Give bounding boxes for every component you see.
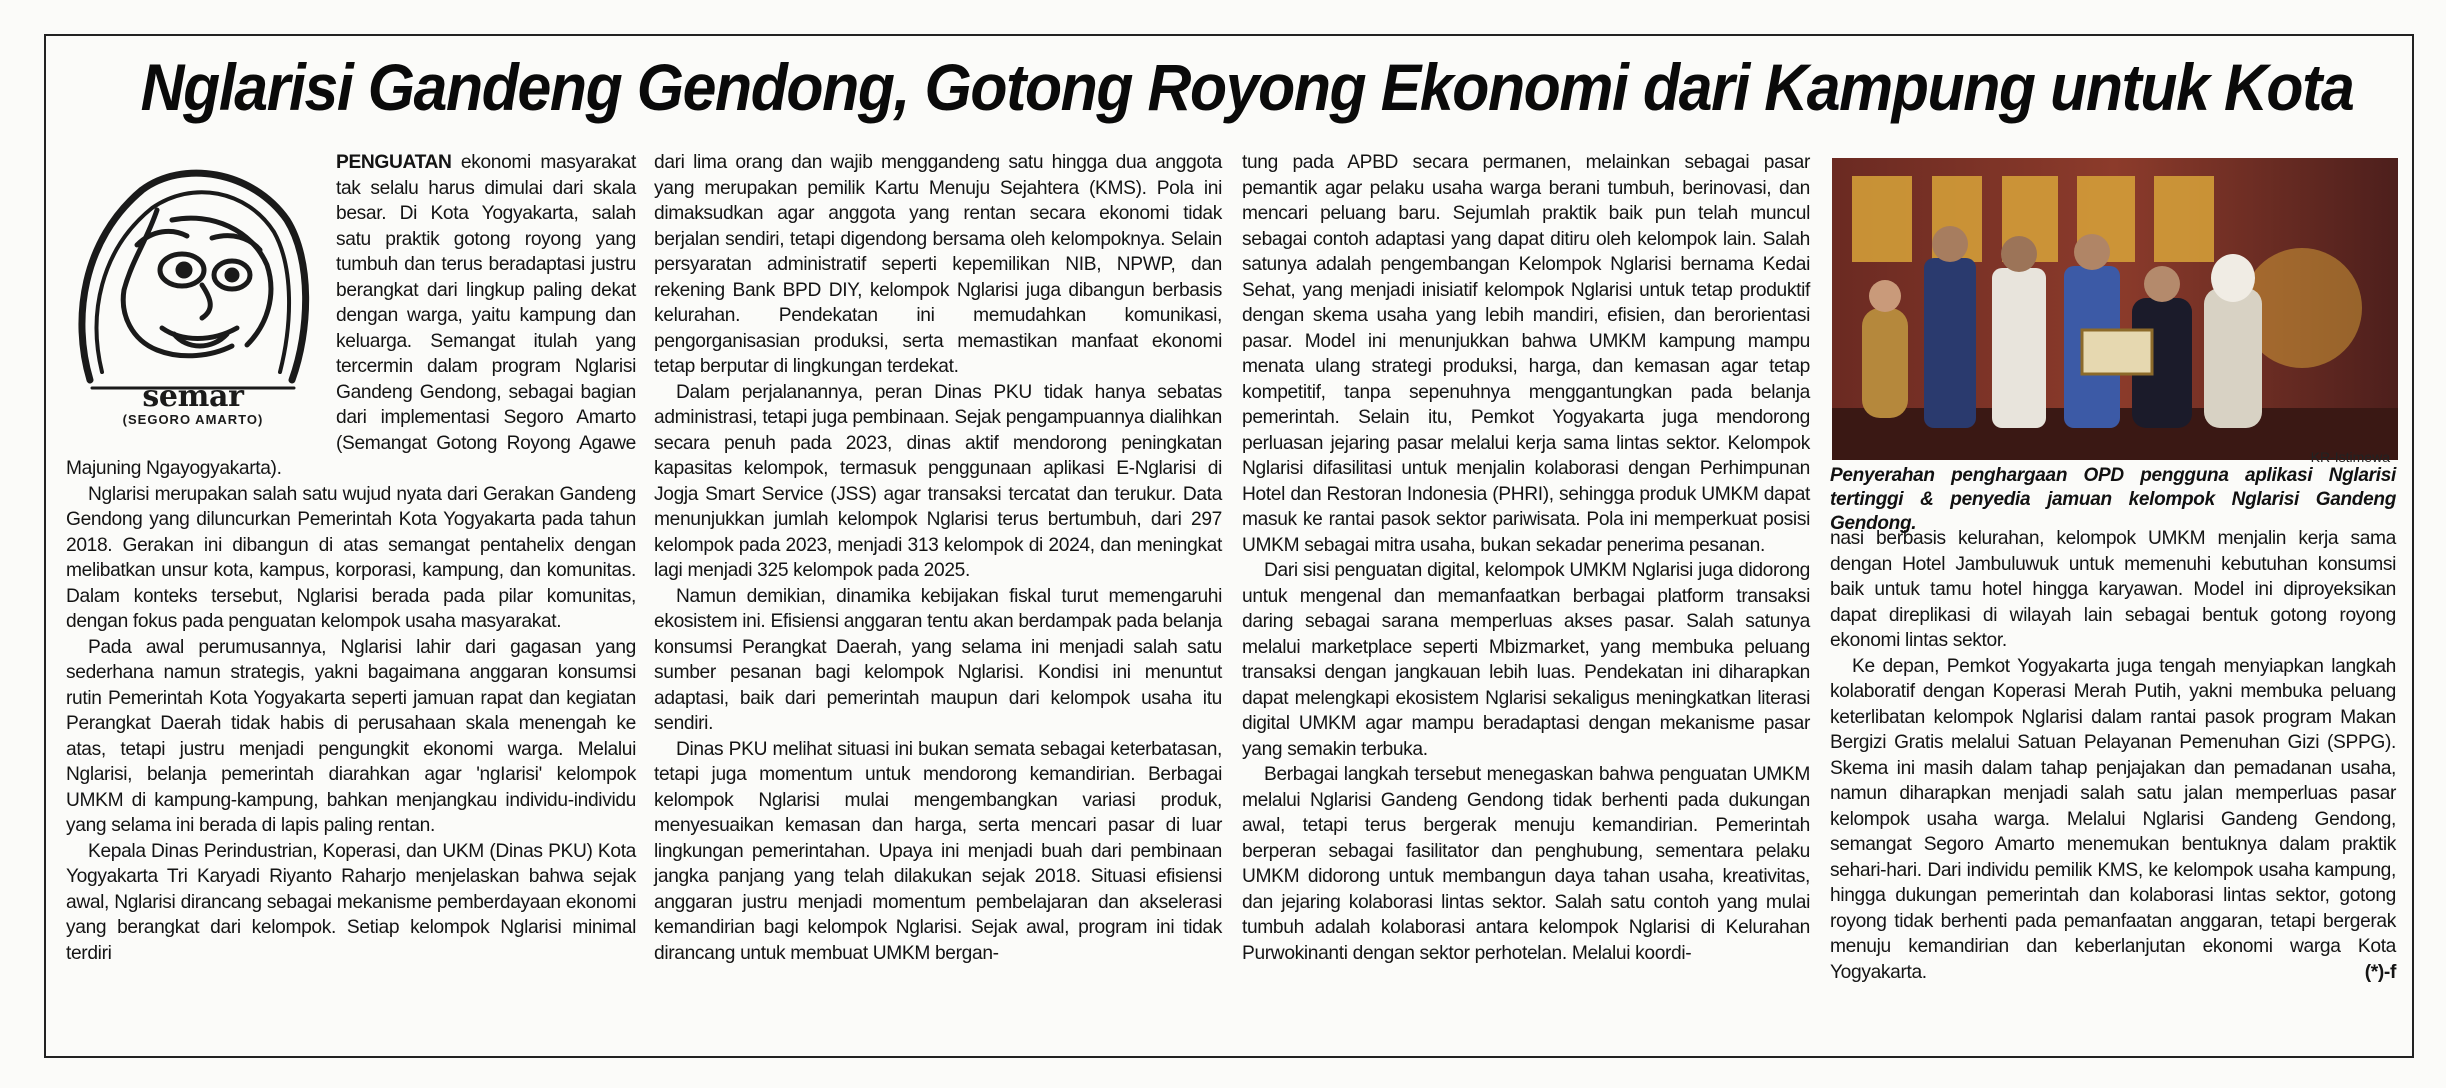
paragraph: Berbagai langkah tersebut menegaskan bahwa penguatan UMKM melalui Nglarisi Gandeng Gendong tidak berhenti pada dukungan awal, tetapi terus bergerak menuju kemandirian. Pemerintah berperan sebagai fasilitator dan penghubung, sementara pelaku UMKM didorong untuk membangun daya tahan usaha, kreativitas, dan jejaring kolaborasi lintas sektor. Salah satu contoh yang mulai tumbuh adalah kolaborasi antara kelompok Nglarisi di Kelurahan Purwokinanti dengan sektor perhotelan. Melalui koordi- <box>1242 764 1810 964</box>
paragraph-text: ekonomi masyarakat tak selalu harus dimulai dari skala besar. Di Kota Yogyakarta, salah satu praktik gotong royong yang tumbuh dan terus beradaptasi justru berangkat dari lingkup paling dekat dengan warga, yaitu kampung dan keluarga. Semangat itulah yang tercermin dalam program Nglarisi Gandeng Gendong, sebagai bagian dari implementasi Segoro Amarto (Semangat Gotong Royong Agawe Majuning Ngayogyakarta). <box>66 152 636 479</box>
article-column-1 <box>66 150 636 966</box>
photo-caption: Penyerahan penghargaan OPD pengguna aplikasi Nglarisi tertinggi & penyedia jamuan kelompok Nglarisi Gandeng Gendong. <box>1830 465 2396 534</box>
photo-illustration <box>1832 158 2398 460</box>
logo-word: semar <box>142 379 244 414</box>
photo-credit: KR-Istimewa <box>2310 449 2390 465</box>
paragraph: Kepala Dinas Perindustrian, Koperasi, dan UKM (Dinas PKU) Kota Yogyakarta Tri Karyadi Riyanto Raharjo menjelaskan bahwa sejak awal, Nglarisi dirancang sebagai mekanisme pemberdayaan ekonomi yang berangkat dari kelompok. Setiap kelompok Nglarisi minimal terdiri <box>66 840 636 964</box>
article-frame <box>44 34 2414 1058</box>
paragraph: Dari sisi penguatan digital, kelompok UMKM Nglarisi juga didorong untuk mengenal dan memanfaatkan berbagai platform transaksi daring sebagai sarana memperluas akses pasar. Salah satunya melalui marketplace seperti Mbizmarket, yang membuka peluang transaksi dengan jangkauan lebih luas. Pendekatan ini diharapkan dapat melengkapi ekosistem Nglarisi sekaligus meningkatkan literasi digital UMKM agar mampu beradaptasi dengan mekanisme pasar yang semakin terbuka. <box>1242 560 1810 760</box>
headline: Nglarisi Gandeng Gendong, Gotong Royong Ekonomi dari Kampung untuk Kota <box>140 50 2354 124</box>
article-column-3 <box>1242 150 1810 966</box>
paragraph: Pada awal perumusannya, Nglarisi lahir dari gagasan yang sederhana namun strategis, yakni bagaimana anggaran konsumsi rutin Pemerintah Kota Yogyakarta seperti jamuan rapat dan kegiatan Perangkat Daerah tidak habis di perusahaan skala menengah ke atas, tetapi justru menjadi pengungkit ekonomi warga. Melalui Nglarisi, belanja pemerintah diarahkan agar 'ngIarisi' kelompok UMKM di kampung-kampung, bahkan menjangkau individu-individu yang selama ini berada di lapis paling rentan. <box>66 636 636 836</box>
paragraph: dari lima orang dan wajib menggandeng satu hingga dua anggota yang merupakan pemilik Kartu Menuju Sejahtera (KMS). Pola ini dimaksudkan agar anggota yang rentan secara ekonomi tidak berjalan sendiri, tetapi digendong bersama oleh kelompoknya. Selain persyaratan administratif seperti kepemilikan NIB, NPWP, dan rekening Bank BPD DIY, kelompok Nglarisi juga dibangun berbasis kelurahan. Pendekatan ini memudahkan komunikasi, pengorganisasian produksi, serta memastikan manfaat ekonomi tetap berputar di lingkungan terdekat. <box>654 152 1222 377</box>
logo-subtitle: (SEGORO AMARTO) <box>122 412 264 427</box>
article-column-2 <box>654 150 1222 966</box>
lead-word: PENGUATAN <box>336 152 452 173</box>
author-signoff: (*)-f <box>2364 961 2396 983</box>
paragraph: Dalam perjalanannya, peran Dinas PKU tidak hanya sebatas administrasi, tetapi juga pembinaan. Sejak pengampuannya dialihkan secara penuh pada 2023, dinas aktif mendorong peningkatan kapasitas kelompok, termasuk penggunaan aplikasi E-Nglarisi di Jogja Smart Service (JSS) agar transaksi tercatat dan terukur. Data menunjukkan jumlah kelompok Nglarisi terus bertumbuh, dari 297 kelompok pada 2023, menjadi 313 kelompok di 2024, dan meningkat lagi menjadi 325 kelompok pada 2025. <box>654 381 1222 581</box>
paragraph: Dinas PKU melihat situasi ini bukan semata sebagai keterbatasan, tetapi juga momentum untuk mendorong kemandirian. Berbagai kelompok Nglarisi mulai mengembangkan variasi produk, menyesuaikan kemasan dan harga, serta mencari pasar di luar lingkungan pemerintahan. Upaya ini menjadi buah dari pembinaan jangka panjang yang telah dilakukan sejak 2018. Situasi efisiensi anggaran justru menjadi momentum pembelajaran dan akselerasi kemandirian bagi kelompok Nglarisi. Sejak awal, program ini tidak dirancang untuk membuat UMKM bergan- <box>654 738 1222 964</box>
paragraph: Namun demikian, dinamika kebijakan fiskal turut memengaruhi ekosistem ini. Efisiensi anggaran tentu akan berdampak pada belanja konsumsi Perangkat Daerah, yang selama ini menjadi salah satu sumber pesanan bagi kelompok Nglarisi. Kondisi ini menuntut adaptasi, baik dari pemerintah maupun dari kelompok usaha itu sendiri. <box>654 585 1222 734</box>
paragraph: nasi berbasis kelurahan, kelompok UMKM menjalin kerja sama dengan Hotel Jambuluwuk untuk memenuhi kebutuhan konsumsi baik untuk tamu hotel hingga karyawan. Model ini diproyeksikan dapat direplikasi di wilayah lain sebagai bentuk gotong royong ekonomi lintas sektor. <box>1830 528 2396 651</box>
paragraph <box>1830 654 2396 986</box>
award-ceremony-photo <box>1832 158 2398 460</box>
article-column-4 <box>1830 526 2396 985</box>
semar-wayang-logo-icon <box>62 150 324 432</box>
paragraph-text: Ke depan, Pemkot Yogyakarta juga tengah menyiapkan langkah kolaboratif dengan Koperasi Merah Putih, yakni membuka peluang keterlibatan kelompok Nglarisi dalam rantai pasok program Makan Bergizi Gratis melalui Satuan Pelayanan Pemenuhan Gizi (SPPG). Skema ini masih dalam tahap penjajakan dan pemadanan usaha, namun diharapkan menjadi salah satu jalan memperluas pasar kelompok usaha warga. Melalui Nglarisi Gandeng Gendong, semangat Segoro Amarto menemukan bentuknya dalam praktik sehari-hari. Dari individu pemilik KMS, ke kelompok usaha kampung, hingga dukungan pemerintah dan kolaborasi lintas sektor, gotong royong tidak berhenti pada pemanfaatan anggaran, tetapi bergerak menuju kemandirian dan keberlanjutan ekonomi warga Kota Yogyakarta. <box>1830 655 2396 983</box>
paragraph: Nglarisi merupakan salah satu wujud nyata dari Gerakan Gandeng Gendong yang diluncurkan Pemerintah Kota Yogyakarta pada tahun 2018. Gerakan ini dibangun di atas semangat pentahelix dengan melibatkan unsur kota, kampus, korporasi, kampung, dan komunitas. Dalam konteks tersebut, Nglarisi berada pada pilar komunitas, dengan fokus pada penguatan kelompok usaha masyarakat. <box>66 483 636 632</box>
paragraph: tung pada APBD secara permanen, melainkan sebagai pasar pemantik agar pelaku usaha warga berani tumbuh, berinovasi, dan mencari peluang baru. Sejumlah praktik baik pun telah muncul sebagai contoh adaptasi yang dapat ditiru oleh kelompok lain. Salah satunya adalah pengembangan Kelompok Nglarisi bernama Kedai Sehat, yang menjadi inisiatif kelompok Nglarisi untuk tetap produktif dengan skema usaha yang lebih mandiri, efisien, dan berorientasi pasar. Model ini menunjukkan bahwa UMKM kampung mampu menata ulang strategi produksi, harga, dan kemasan agar tetap kompetitif, tanpa sepenuhnya menggantungkan pada belanja pemerintah. Selain itu, Pemkot Yogyakarta juga mendorong perluasan jejaring pasar melalui kerja sama lintas sektor. Kelompok Nglarisi difasilitasi untuk menjalin kolaborasi dengan Perhimpunan Hotel dan Restoran Indonesia (PHRI), sehingga produk UMKM dapat masuk ke rantai pasok sektor pariwisata. Pola ini memperkuat posisi UMKM sebagai mitra usaha, bukan sekadar penerima pesanan. <box>1242 152 1810 556</box>
